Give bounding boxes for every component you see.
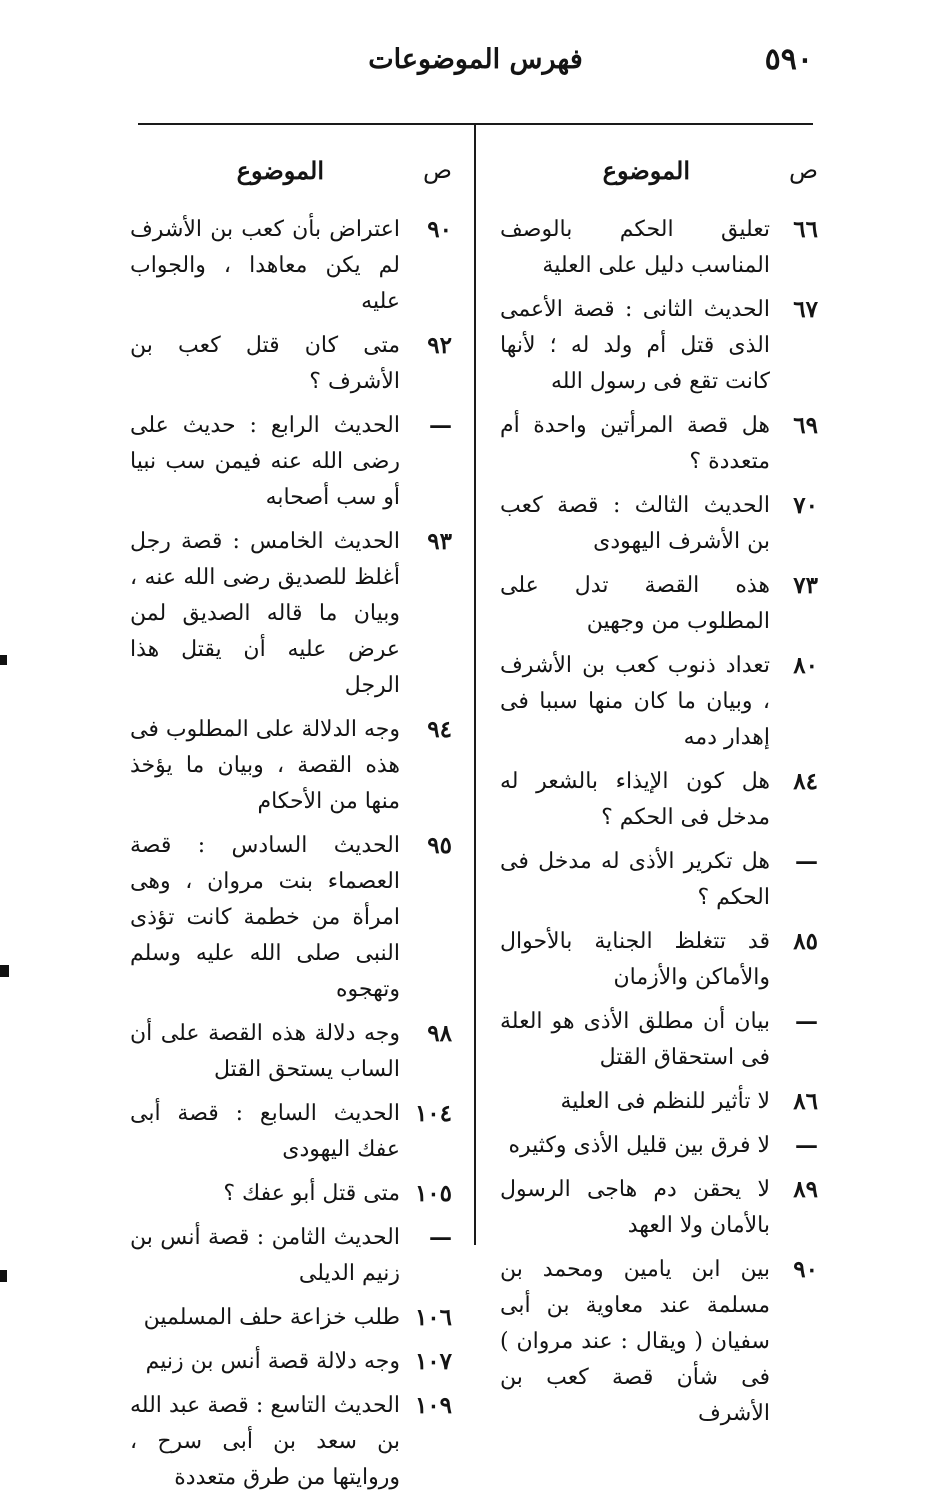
index-entry bbox=[130, 328, 452, 400]
index-entry bbox=[500, 1128, 818, 1164]
entry-page-number: ٩٤ bbox=[427, 716, 452, 743]
entry-topic: بيان أن مطلق الأذى هو العلة فى استحقاق القتل bbox=[500, 1009, 770, 1070]
entry-page-number: ٧٠ bbox=[793, 492, 818, 519]
index-entry bbox=[500, 1172, 818, 1244]
entry-topic: اعتراض بأن كعب بن الأشرف لم يكن معاهدا ، والجواب عليه bbox=[130, 217, 400, 314]
index-entry bbox=[130, 1300, 452, 1336]
entry-topic: قد تتغلظ الجناية بالأحوال والأماكن والأزمان bbox=[500, 929, 770, 990]
index-entry bbox=[130, 212, 452, 320]
entry-page-number: ٨٥ bbox=[793, 928, 818, 955]
index-entry bbox=[500, 764, 818, 836]
index-entry bbox=[500, 1004, 818, 1076]
index-entry bbox=[500, 292, 818, 400]
scan-edge-mark bbox=[0, 965, 9, 977]
subject-column-label: الموضوع bbox=[602, 156, 690, 185]
entry-topic: هل تكرير الأذى له مدخل فى الحكم ؟ bbox=[500, 849, 770, 910]
entry-topic: هل كون الإيذاء بالشعر له مدخل فى الحكم ؟ bbox=[500, 769, 770, 830]
entry-page-number: ٩٨ bbox=[427, 1020, 452, 1047]
page-column-label: ص bbox=[788, 156, 818, 184]
index-entry bbox=[500, 568, 818, 640]
entry-topic: متى كان قتل كعب بن الأشرف ؟ bbox=[130, 333, 400, 394]
page-header bbox=[138, 38, 813, 88]
entry-topic: الحديث الخامس : قصة رجل أغلظ للصديق رضى الله عنه ، وبيان ما قاله الصديق لمن عرض عليه أن يقتل هذا الرجل bbox=[130, 529, 400, 698]
entry-page-number: ٩٠ bbox=[793, 1256, 818, 1283]
entry-page-number: ١٠٥ bbox=[414, 1180, 452, 1207]
entry-page-number: ٨٠ bbox=[793, 652, 818, 679]
page-title: فهرس الموضوعات bbox=[368, 44, 583, 75]
index-entry bbox=[500, 844, 818, 916]
index-entry bbox=[130, 1176, 452, 1212]
entry-topic: الحديث الثالث : قصة كعب بن الأشرف اليهودى bbox=[500, 493, 770, 554]
index-entry bbox=[500, 1084, 818, 1120]
index-entry bbox=[130, 1220, 452, 1292]
entry-page-number: — bbox=[795, 848, 818, 875]
page-column-label: ص bbox=[422, 156, 452, 184]
entry-topic: الحديث الرابع : حديث على رضى الله عنه فيمن سب نبيا أو سب أصحابه bbox=[130, 413, 400, 510]
index-entry bbox=[130, 1016, 452, 1088]
entry-topic: وجه دلالة هذه القصة على أن الساب يستحق القتل bbox=[130, 1021, 400, 1082]
entry-topic: بين ابن يامين ومحمد بن مسلمة عند معاوية بن أبى سفيان ( ويقال : عند مروان ) فى شأن قصة كعب بن الأشرف bbox=[500, 1257, 770, 1426]
entry-page-number: ٩٢ bbox=[427, 332, 452, 359]
entry-page-number: ١٠٧ bbox=[414, 1348, 452, 1375]
index-entry bbox=[130, 1388, 452, 1496]
entry-topic: هل قصة المرأتين واحدة أم متعددة ؟ bbox=[500, 413, 770, 474]
entry-topic: الحديث السادس : قصة العصماء بنت مروان ، وهى امرأة من خطمة كانت تؤذى النبى صلى الله عليه وسلم وتهجوه bbox=[130, 833, 400, 1002]
scan-edge-mark bbox=[0, 1270, 7, 1282]
index-entry bbox=[130, 408, 452, 516]
entry-topic: متى قتل أبو عفك ؟ bbox=[223, 1181, 400, 1206]
index-entry bbox=[500, 924, 818, 996]
right-entries bbox=[500, 212, 818, 1432]
index-entry bbox=[130, 1096, 452, 1168]
entry-page-number: ١٠٤ bbox=[414, 1100, 452, 1127]
right-column-header bbox=[500, 150, 818, 200]
entry-topic: وجه دلالة قصة أنس بن زنيم bbox=[145, 1349, 400, 1374]
entry-topic: هذه القصة تدل على المطلوب من وجهين bbox=[500, 573, 770, 634]
entry-page-number: ٨٤ bbox=[793, 768, 818, 795]
entry-page-number: ٩٣ bbox=[427, 528, 452, 555]
entry-page-number: ٧٣ bbox=[793, 572, 818, 599]
left-column-header bbox=[130, 150, 452, 200]
column-divider bbox=[474, 125, 476, 1245]
index-entry bbox=[130, 828, 452, 1008]
entry-page-number: — bbox=[429, 412, 452, 439]
left-entries bbox=[130, 212, 452, 1496]
entry-topic: وجه الدلالة على المطلوب فى هذه القصة ، وبيان ما يؤخذ منها من الأحكام bbox=[130, 717, 400, 814]
entry-page-number: ١٠٩ bbox=[414, 1392, 452, 1419]
index-entry bbox=[130, 712, 452, 820]
index-entry bbox=[500, 1252, 818, 1432]
entry-page-number: ٦٧ bbox=[793, 296, 818, 323]
entry-topic: لا تأثير للنظم فى العلية bbox=[560, 1089, 770, 1114]
left-column bbox=[130, 150, 452, 1504]
entry-topic: الحديث السابع : قصة أبى عفك اليهودى bbox=[130, 1101, 400, 1162]
entry-topic: تعليق الحكم بالوصف المناسب دليل على العلية bbox=[500, 217, 770, 278]
page-number: ٥٩٠ bbox=[764, 42, 813, 77]
entry-page-number: ٨٩ bbox=[793, 1176, 818, 1203]
entry-topic: تعداد ذنوب كعب بن الأشرف ، وبيان ما كان منها سببا فى إهدار دمه bbox=[500, 653, 770, 750]
index-entry bbox=[130, 524, 452, 704]
right-column bbox=[500, 150, 818, 1440]
entry-topic: طلب خزاعة حلف المسلمين bbox=[143, 1305, 400, 1330]
entry-page-number: — bbox=[429, 1224, 452, 1251]
subject-column-label: الموضوع bbox=[236, 156, 324, 185]
index-entry bbox=[500, 648, 818, 756]
index-entry bbox=[130, 1344, 452, 1380]
entry-page-number: ٩٠ bbox=[427, 216, 452, 243]
entry-topic: لا فرق بين قليل الأذى وكثيره bbox=[508, 1133, 770, 1158]
entry-page-number: ٩٥ bbox=[427, 832, 452, 859]
entry-topic: الحديث الثانى : قصة الأعمى الذى قتل أم ولد له ؛ لأنها كانت تقع فى رسول الله bbox=[500, 297, 770, 394]
scan-edge-mark bbox=[0, 655, 7, 665]
entry-page-number: ١٠٦ bbox=[414, 1304, 452, 1331]
index-entry bbox=[500, 408, 818, 480]
index-entry bbox=[500, 488, 818, 560]
entry-topic: لا يحقن دم هاجى الرسول بالأمان ولا العهد bbox=[500, 1177, 770, 1238]
index-entry bbox=[500, 212, 818, 284]
entry-topic: الحديث الثامن : قصة أنس بن زنيم الديلى bbox=[130, 1225, 400, 1286]
entry-topic: الحديث التاسع : قصة عبد الله بن سعد بن أبى سرح ، وروايتها من طرق متعددة bbox=[130, 1393, 400, 1490]
entry-page-number: ٨٦ bbox=[793, 1088, 818, 1115]
entry-page-number: ٦٦ bbox=[793, 216, 818, 243]
entry-page-number: ٦٩ bbox=[793, 412, 818, 439]
entry-page-number: — bbox=[795, 1008, 818, 1035]
entry-page-number: — bbox=[795, 1132, 818, 1159]
